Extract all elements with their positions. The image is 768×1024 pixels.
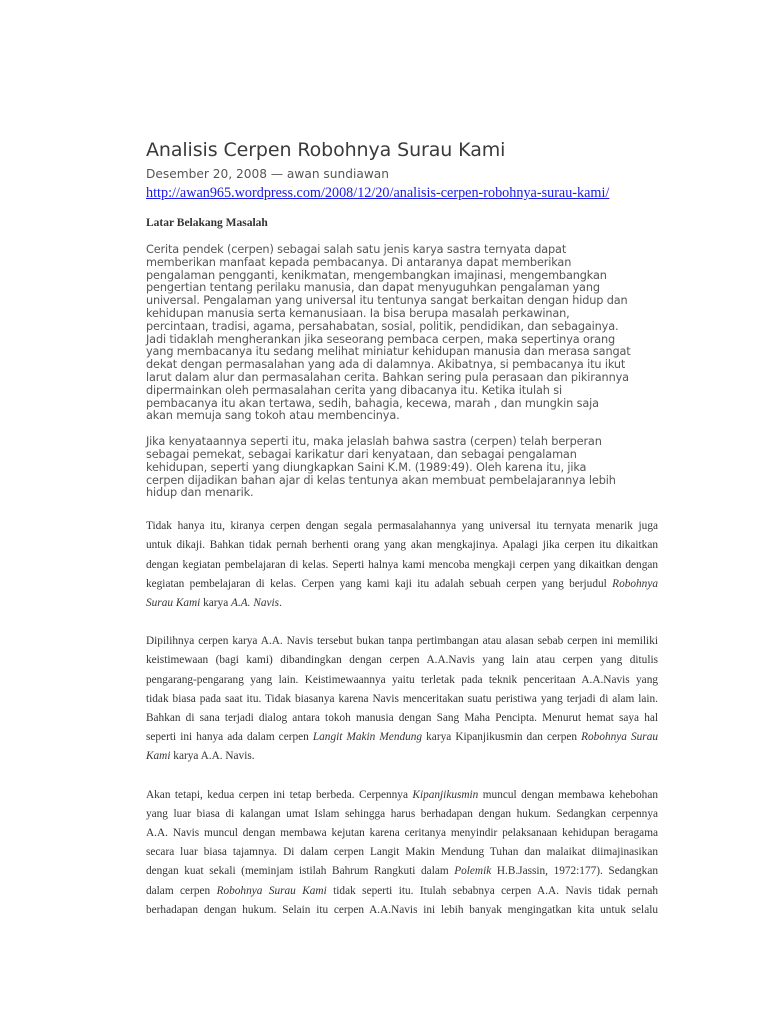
paragraph-line: sebagai pemekat, sebagai karikatur dari kenyataan, dan sebagai pengalaman [146, 447, 577, 461]
paragraph-line: berhadapan dengan hukum. Selain itu cerpen A.A.Navis ini lebih banyak mengingatkan kita untuk selalu [146, 903, 658, 916]
line-text: seperti ini hanya ada dalam cerpen [146, 731, 313, 744]
paragraph-line: Bahkan di sana terjadi dialog antara tokoh manusia dengan Sang Maha Pencipta. Menurut hemat saya hal [146, 711, 658, 724]
paragraph-line: A.A. Navis muncul dengan membawa kejutan karena ceritanya menyindir pelaksanaan kehidupan beragama [146, 826, 658, 839]
paragraph-line: dengan kegiatan pembelajaran di kelas. Seperti halnya kami mencoba mengkaji cerpen yang dikaitkan dengan [146, 558, 658, 571]
article-meta: Desember 20, 2008 — awan sundiawan [146, 167, 389, 181]
paragraph-line: akan memuja sang tokoh atau membencinya. [146, 409, 400, 423]
paragraph-line: tidak biasa pada saat itu. Tidak biasanya karena Navis menceritakan suatu peristiwa yang terjadi di alam lain. [146, 692, 658, 705]
paragraph-line: Tidak hanya itu, kiranya cerpen dengan segala permasalahannya yang universal itu ternyata menarik juga [146, 520, 658, 533]
paragraph-4 [146, 632, 658, 766]
article-url-link[interactable]: http://awan965.wordpress.com/2008/12/20/analisis-cerpen-robohnya-surau-kami/ [146, 185, 610, 201]
paragraph-line: pengarang-pengarang yang lain. Keistimewaannya yaitu terletak pada teknik penceritaan A.A.Navis yang [146, 673, 658, 686]
paragraph-line [146, 728, 658, 747]
italic-title: Langit Makin Mendung [312, 731, 423, 744]
paragraph-line: Jadi tidaklah mengherankan jika seseorang pembaca cerpen, maka sepertinya orang [146, 332, 616, 346]
line-text: Akan tetapi, kedua cerpen ini tetap berbeda. Cerpennya [146, 788, 413, 801]
paragraph-line: larut dalam alur dan permasalahan cerita. Bahkan sering pula perasaan dan pikirannya [146, 370, 629, 384]
paragraph-line: memberikan manfaat kepada pembacanya. Di antaranya dapat memberikan [146, 255, 572, 269]
paragraph-line: hidup dan menarik. [146, 486, 254, 500]
paragraph-line: Jika kenyataannya seperti itu, maka jelaslah bahwa sastra (cerpen) telah berperan [146, 435, 602, 449]
paragraph-line [146, 747, 658, 766]
paragraph-line [146, 594, 658, 613]
paragraph-line: percintaan, tradisi, agama, persahabatan, sosial, politik, pendidikan, dan sebagainya. [146, 319, 619, 333]
paragraph-2 [146, 436, 658, 500]
italic-title: Surau Kami [146, 596, 201, 609]
paragraph-line: universal. Pengalaman yang universal itu tentunya sangat berkaitan dengan hidup dan [146, 294, 628, 308]
paragraph-line: yang luar biasa di kalangan umat Islam sehingga harus berhadapan dengan hukum. Sedangkan cerpennya [146, 807, 658, 820]
paragraph-line: Cerita pendek (cerpen) sebagai salah satu jenis karya sastra ternyata dapat [146, 243, 567, 256]
line-text: muncul dengan membawa kehebohan [478, 788, 658, 801]
italic-title: Robohnya Surau [581, 731, 658, 744]
line-text: karya [200, 596, 232, 609]
italic-name: Kipanjikusmin [412, 788, 479, 801]
line-text: tidak seperti itu. Itulah sebabnya cerpen A.A. Navis tidak pernah [326, 884, 658, 897]
paragraph-line: dekat dengan permasalahan yang ada di dalamnya. Akibatnya, si pembacanya itu ikut [146, 358, 626, 372]
paragraph-line: untuk dikaji. Bahkan tidak pernah berhenti orang yang akan mengkajinya. Apalagi jika cerpen itu dikaitkan [146, 539, 658, 552]
line-text: . [279, 596, 282, 609]
paragraph-line: pembacanya itu akan tertawa, sedih, bahagia, kecewa, marah , dan mungkin saja [146, 396, 599, 410]
paragraph-line: Dipilihnya cerpen karya A.A. Navis tersebut bukan tanpa pertimbangan atau alasan sebab cerpen ini memiliki [146, 635, 658, 648]
paragraph-3 [146, 517, 658, 613]
paragraph-line: pengertian tentang perilaku manusia, dan dapat menyuguhkan pengalaman yang [146, 281, 600, 295]
line-text: kegiatan pembelajaran di kelas. Cerpen yang kami kaji itu adalah sebuah cerpen yang berjudul [146, 577, 607, 590]
paragraph-line: keistimewaan (bagi kami) dibandingkan dengan cerpen A.A.Navis yang lain atau cerpen yang ditulis [146, 654, 658, 667]
italic-title: Robohnya Surau Kami [216, 884, 327, 897]
paragraph-line: secara luar biasa tajamnya. Di dalam cerpen Langit Makin Mendung Tuhan dan malaikat diimajinasikan [146, 846, 658, 859]
paragraph-5 [146, 786, 658, 920]
paragraph-line [146, 882, 658, 901]
italic-title: Robohnya [612, 577, 658, 590]
line-text: dengan kuat sekali (meminjam istilah Bahrum Rangkuti dalam [146, 865, 455, 878]
line-text: karya Kipanjikusmin dan cerpen [422, 731, 582, 744]
paragraph-line: kehidupan manusia serta kemanusiaan. Ia bisa berupa masalah perkawinan, [146, 306, 570, 320]
paragraph-line [146, 575, 658, 594]
paragraph-1 [146, 244, 658, 423]
paragraph-line [146, 786, 658, 805]
paragraph-line: kehidupan, seperti yang diungkapkan Saini K.M. (1989:49). Oleh karena itu, jika [146, 460, 587, 474]
italic-author: A.A. Navis [231, 596, 280, 609]
italic-title: Polemik [454, 865, 492, 878]
article-title: Analisis Cerpen Robohnya Surau Kami [146, 139, 506, 161]
article [146, 138, 658, 920]
paragraph-line: pengalaman pengganti, kenikmatan, mengembangkan imajinasi, mengembangkan [146, 268, 607, 282]
paragraph-line: yang membacanya itu sedang melihat miniatur kehidupan manusia dan merasa sangat [146, 345, 631, 359]
paragraph-line [146, 862, 658, 881]
line-text: karya A.A. Navis. [170, 750, 255, 763]
section-heading: Latar Belakang Masalah [146, 217, 268, 229]
paragraph-line: dipermainkan oleh permasalahan cerita yang dibacanya itu. Ketika itulah si [146, 383, 562, 397]
paragraph-line: cerpen dijadikan bahan ajar di kelas tentunya akan membuat pembelajarannya lebih [146, 473, 616, 487]
line-text: H.B.Jassin, 1972:177). Sedangkan [491, 865, 658, 878]
line-text: dalam cerpen [146, 884, 217, 897]
italic-title: Kami [146, 750, 171, 763]
